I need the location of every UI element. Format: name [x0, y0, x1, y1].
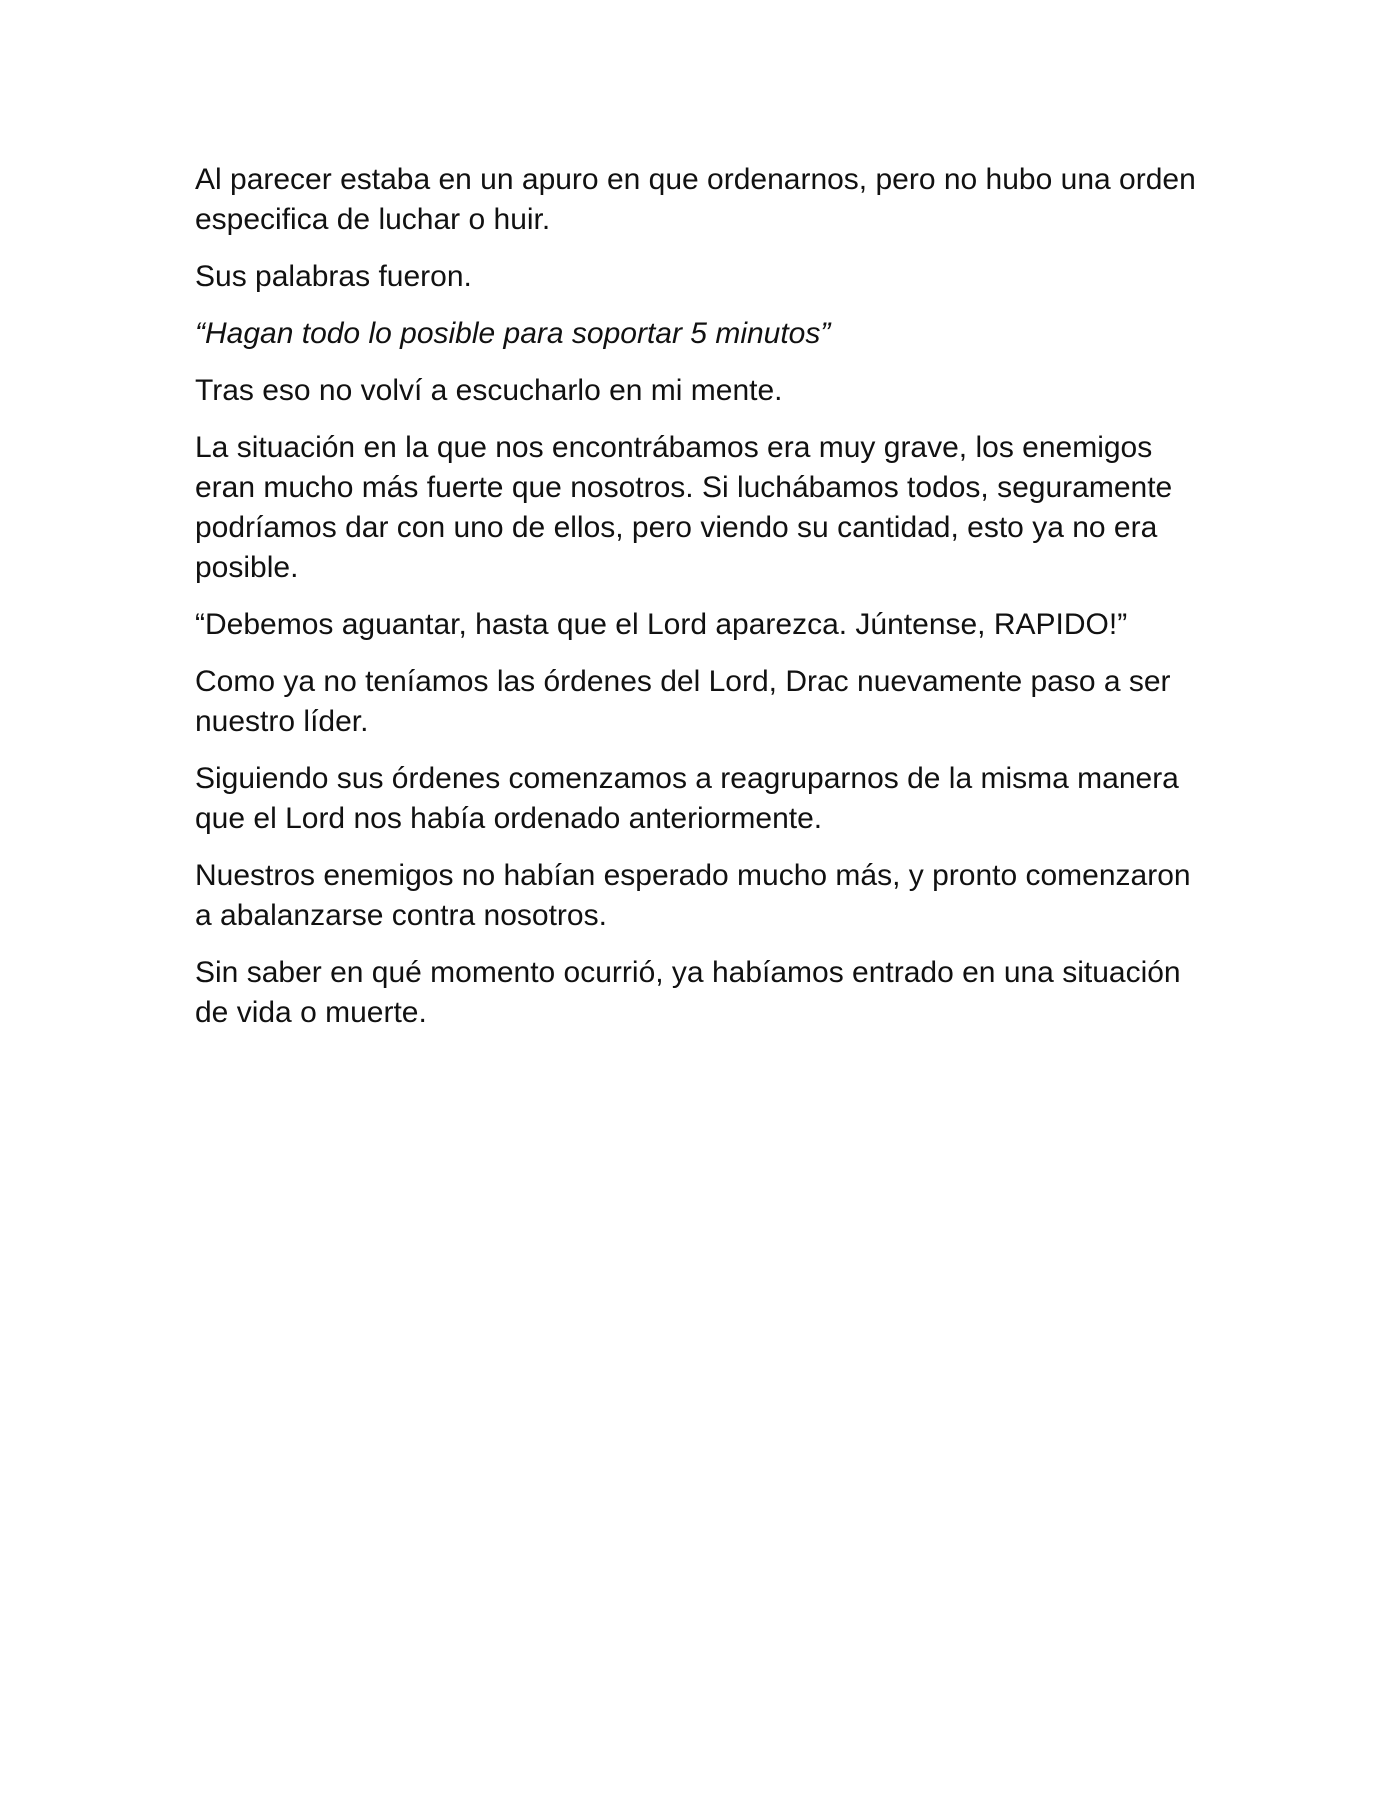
- paragraph-5: La situación en la que nos encontrábamos era muy grave, los enemigos eran mucho más fuerte que nosotros. Si luchábamos todos, seguramente podríamos dar con uno de ellos, pero viendo su cantidad, esto ya no era posible.: [195, 431, 1173, 584]
- document-body: [195, 160, 1215, 1050]
- paragraph-1: Al parecer estaba en un apuro en que ordenarnos, pero no hubo una orden especifica de luchar o huir.: [195, 163, 1196, 236]
- paragraph-10: Sin saber en qué momento ocurrió, ya habíamos entrado en una situación de vida o muerte.: [195, 956, 1181, 1029]
- paragraph-9: Nuestros enemigos no habían esperado mucho más, y pronto comenzaron a abalanzarse contra nosotros.: [195, 859, 1191, 932]
- paragraph-6-quote: “Debemos aguantar, hasta que el Lord aparezca. Júntense, RAPIDO!”: [195, 608, 1128, 641]
- paragraph-3-quote: “Hagan todo lo posible para soportar 5 minutos”: [195, 317, 831, 350]
- paragraph-7: Como ya no teníamos las órdenes del Lord, Drac nuevamente paso a ser nuestro líder.: [195, 665, 1171, 738]
- paragraph-2: Sus palabras fueron.: [195, 260, 472, 293]
- paragraph-4: Tras eso no volví a escucharlo en mi mente.: [195, 374, 783, 407]
- paragraph-8: Siguiendo sus órdenes comenzamos a reagruparnos de la misma manera que el Lord nos había ordenado anteriormente.: [195, 762, 1179, 835]
